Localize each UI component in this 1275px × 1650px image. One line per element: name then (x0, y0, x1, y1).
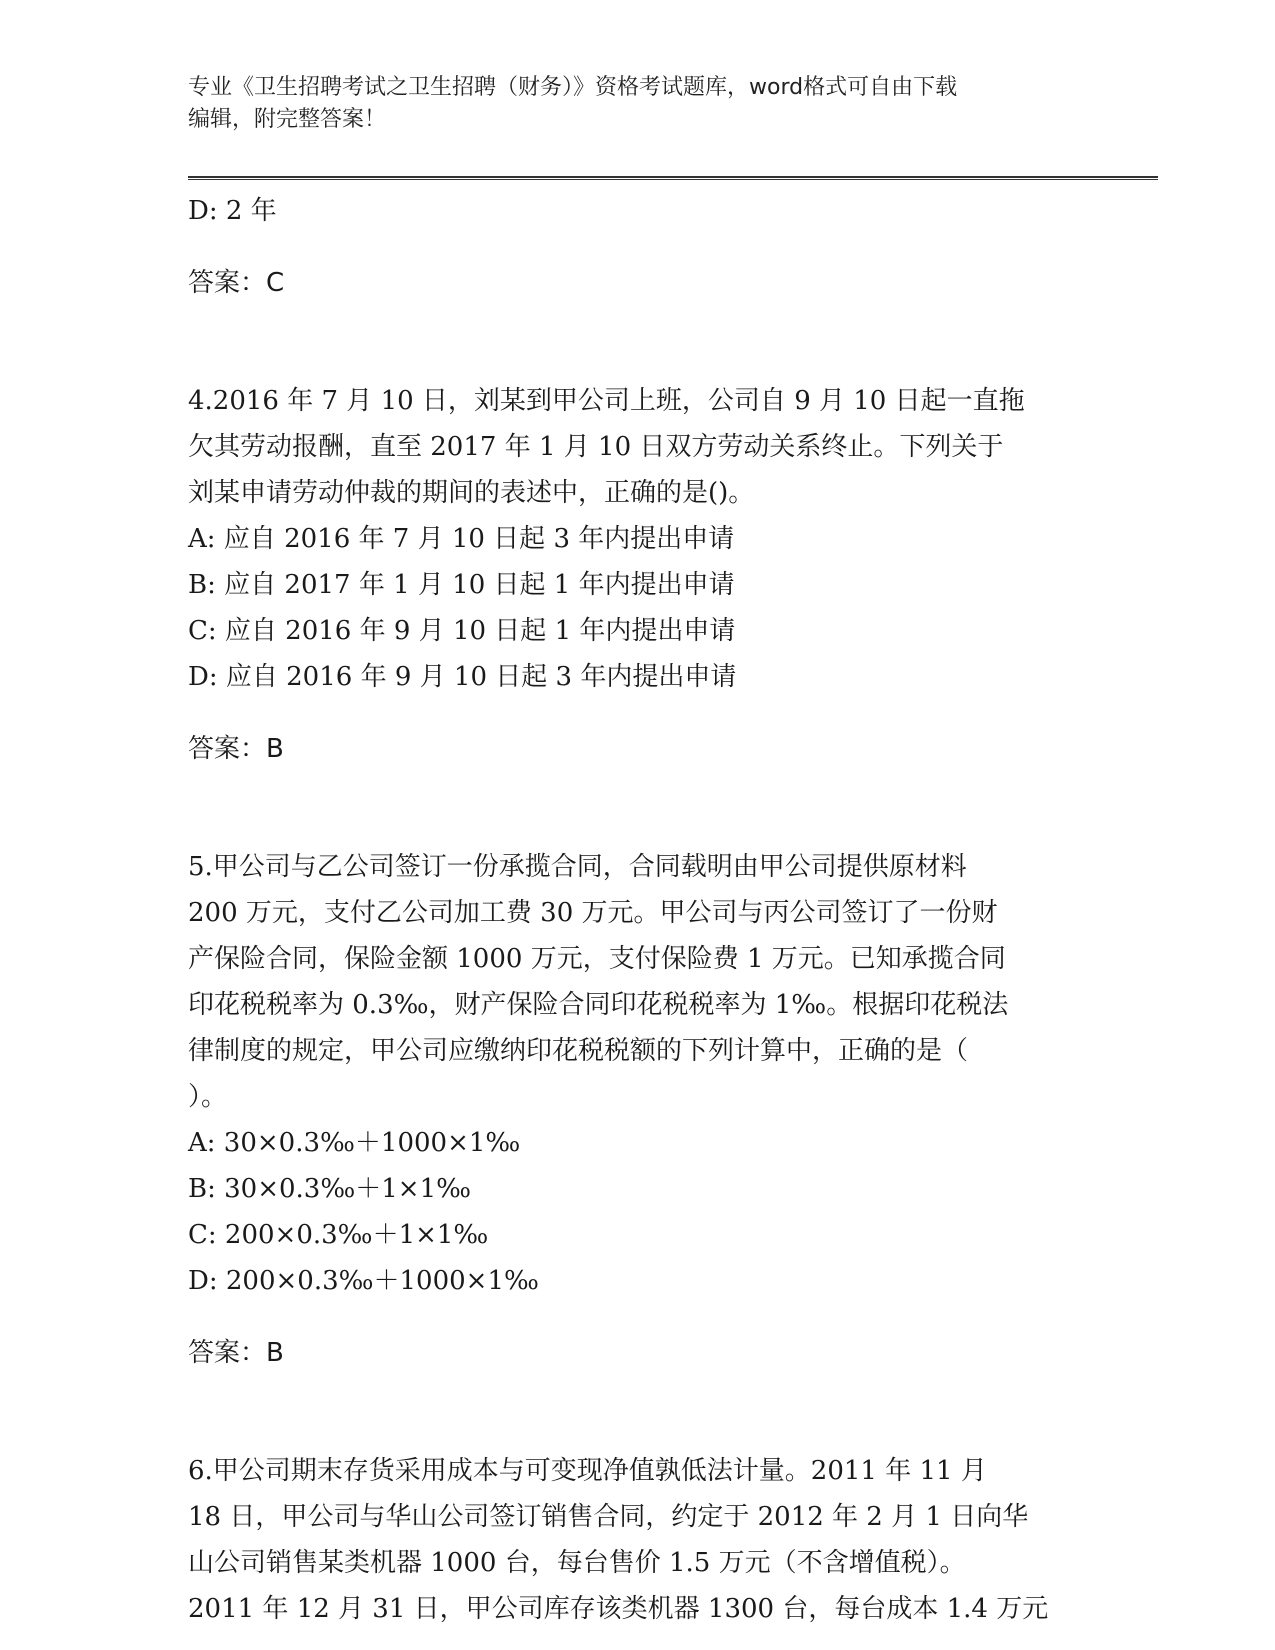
question-4-stem-line: 欠其劳动报酬，直至 2017 年 1 月 10 日双方劳动关系终止。下列关于 (188, 432, 1004, 462)
header-title-line-1: 专业《卫生招聘考试之卫生招聘（财务）》资格考试题库，word格式可自由下载 (188, 75, 958, 100)
question-3-tail (188, 188, 1088, 306)
question-4 (188, 378, 1088, 772)
question-5-stem-line: ）。 (188, 1082, 228, 1112)
question-6-stem-line: 山公司销售某类机器 1000 台，每台售价 1.5 万元（不含增值税）。 (188, 1548, 966, 1578)
question-4-option-c: C: 应自 2016 年 9 月 10 日起 1 年内提出申请 (188, 616, 736, 646)
header-title-line-2: 编辑，附完整答案！ (188, 107, 387, 132)
page-header (188, 72, 1068, 136)
question-4-option-d: D: 应自 2016 年 9 月 10 日起 3 年内提出申请 (188, 662, 737, 692)
question-6-stem-line: 2011 年 12 月 31 日，甲公司库存该类机器 1300 台，每台成本 1.4 万元 (188, 1594, 1049, 1624)
question-5-stem-line: 律制度的规定，甲公司应缴纳印花税税额的下列计算中，正确的是（ (188, 1036, 969, 1066)
question-4-stem-line: 刘某申请劳动仲裁的期间的表述中，正确的是()。 (188, 478, 755, 508)
question-5-stem-line: 200 万元，支付乙公司加工费 30 万元。甲公司与丙公司签订了一份财 (188, 898, 998, 928)
question-5-stem-line: 产保险合同，保险金额 1000 万元，支付保险费 1 万元。已知承揽合同 (188, 944, 1006, 974)
question-4-answer: 答案：B (188, 734, 284, 764)
question-5-option-d: D: 200×0.3‰＋1000×1‰ (188, 1266, 539, 1296)
header-divider (188, 176, 1158, 180)
question-5-answer: 答案：B (188, 1338, 284, 1368)
question-6-stem-line: 18 日，甲公司与华山公司签订销售合同，约定于 2012 年 2 月 1 日向华 (188, 1502, 1029, 1532)
question-4-option-b: B: 应自 2017 年 1 月 10 日起 1 年内提出申请 (188, 570, 735, 600)
question-4-option-a: A: 应自 2016 年 7 月 10 日起 3 年内提出申请 (188, 524, 735, 554)
question-5-stem-line: 印花税税率为 0.3‰，财产保险合同印花税税率为 1‰。根据印花税法 (188, 990, 1009, 1020)
question-3-answer: 答案：C (188, 268, 285, 298)
question-5 (188, 844, 1088, 1376)
question-6 (188, 1448, 1088, 1632)
question-6-stem-line: 6.甲公司期末存货采用成本与可变现净值孰低法计量。2011 年 11 月 (188, 1456, 987, 1486)
question-5-option-a: A: 30×0.3‰＋1000×1‰ (188, 1128, 521, 1158)
document-body (188, 188, 1088, 1632)
question-5-option-b: B: 30×0.3‰＋1×1‰ (188, 1174, 471, 1204)
question-5-stem-line: 5.甲公司与乙公司签订一份承揽合同，合同载明由甲公司提供原材料 (188, 852, 967, 882)
question-3-option-d: D: 2 年 (188, 196, 277, 226)
question-4-stem-line: 4.2016 年 7 月 10 日，刘某到甲公司上班，公司自 9 月 10 日起一直拖 (188, 386, 1025, 416)
question-5-option-c: C: 200×0.3‰＋1×1‰ (188, 1220, 489, 1250)
